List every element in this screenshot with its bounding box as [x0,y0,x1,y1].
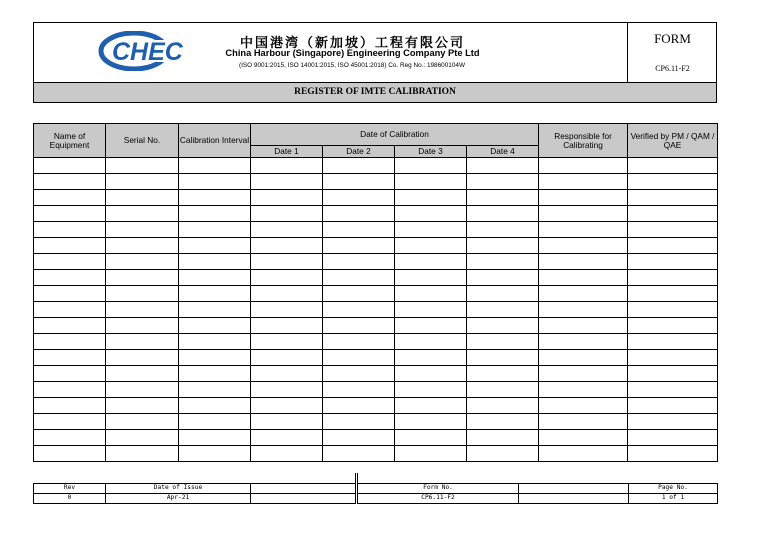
cell-interval[interactable] [179,398,251,414]
form-label: FORM [654,31,691,46]
cell-date-1[interactable] [251,414,323,430]
table-row [34,398,718,414]
cell-name[interactable] [34,302,106,318]
cell-date-4[interactable] [467,302,539,318]
cell-date-2[interactable] [323,190,395,206]
cell-date-2[interactable] [323,222,395,238]
table-row [34,414,718,430]
cell-date-1[interactable] [251,318,323,334]
header-name-of-equipment: Name of Equipment [34,124,106,158]
cell-date-2[interactable] [323,206,395,222]
cell-name[interactable] [34,190,106,206]
footer-value-page-no: 1 of 1 [629,494,718,504]
footer-table [33,483,718,504]
cell-interval[interactable] [179,222,251,238]
header-date-4: Date 4 [467,146,539,158]
cell-responsible[interactable] [539,254,628,270]
table-row [34,334,718,350]
cell-date-1[interactable] [251,286,323,302]
header-date-1: Date 1 [251,146,323,158]
cell-date-2[interactable] [323,366,395,382]
cell-responsible[interactable] [539,366,628,382]
cell-serial[interactable] [106,350,179,366]
calibration-register-table [33,123,718,462]
cell-date-2[interactable] [323,302,395,318]
cell-serial[interactable] [106,190,179,206]
cell-date-1[interactable] [251,174,323,190]
cell-date-4[interactable] [467,158,539,174]
cell-date-1[interactable] [251,238,323,254]
cell-date-4[interactable] [467,286,539,302]
cell-verified[interactable] [628,206,718,222]
table-row [34,238,718,254]
cell-verified[interactable] [628,318,718,334]
cell-date-3[interactable] [395,302,467,318]
header-calibration-interval: Calibration Interval [179,124,251,158]
cell-responsible[interactable] [539,398,628,414]
cell-verified[interactable] [628,382,718,398]
cell-date-4[interactable] [467,334,539,350]
cell-name[interactable] [34,270,106,286]
company-iso-registration: (ISO 9001:2015, ISO 14001:2015, ISO 45001:2018) Co. Reg No.: 198600104W [239,62,465,69]
table-row [34,446,718,462]
cell-date-3[interactable] [395,430,467,446]
cell-date-3[interactable] [395,350,467,366]
footer-separator [355,473,358,483]
cell-date-2[interactable] [323,286,395,302]
cell-date-4[interactable] [467,174,539,190]
cell-name[interactable] [34,206,106,222]
register-body [34,158,718,462]
cell-serial[interactable] [106,446,179,462]
cell-interval[interactable] [179,254,251,270]
cell-interval[interactable] [179,366,251,382]
cell-date-1[interactable] [251,382,323,398]
cell-name[interactable] [34,254,106,270]
table-row [34,366,718,382]
table-row [34,174,718,190]
cell-interval[interactable] [179,302,251,318]
cell-interval[interactable] [179,238,251,254]
header-serial-no: Serial No. [106,124,179,158]
cell-date-2[interactable] [323,446,395,462]
footer-value-blank-2 [519,494,629,504]
footer-value-date-of-issue: Apr-21 [106,494,251,504]
form-code: CP6.11-F2 [655,64,690,73]
footer-header-blank-2 [519,484,629,494]
cell-date-3[interactable] [395,382,467,398]
cell-date-3[interactable] [395,254,467,270]
cell-date-1[interactable] [251,366,323,382]
cell-verified[interactable] [628,446,718,462]
cell-responsible[interactable] [539,158,628,174]
cell-date-3[interactable] [395,158,467,174]
cell-serial[interactable] [106,302,179,318]
table-row [34,318,718,334]
footer-value-blank-1 [251,494,357,504]
cell-verified[interactable] [628,366,718,382]
cell-date-4[interactable] [467,350,539,366]
cell-date-2[interactable] [323,430,395,446]
footer-header-blank-1 [251,484,357,494]
cell-date-3[interactable] [395,446,467,462]
cell-responsible[interactable] [539,382,628,398]
cell-date-1[interactable] [251,222,323,238]
cell-date-3[interactable] [395,222,467,238]
cell-responsible[interactable] [539,350,628,366]
cell-date-1[interactable] [251,158,323,174]
cell-date-2[interactable] [323,318,395,334]
cell-interval[interactable] [179,270,251,286]
cell-verified[interactable] [628,302,718,318]
cell-interval[interactable] [179,158,251,174]
cell-serial[interactable] [106,334,179,350]
cell-interval[interactable] [179,206,251,222]
cell-verified[interactable] [628,398,718,414]
header-date-of-calibration: Date of Calibration [251,124,539,146]
cell-date-2[interactable] [323,174,395,190]
cell-name[interactable] [34,286,106,302]
cell-responsible[interactable] [539,222,628,238]
cell-date-1[interactable] [251,302,323,318]
cell-interval[interactable] [179,430,251,446]
cell-date-3[interactable] [395,318,467,334]
cell-interval[interactable] [179,350,251,366]
cell-date-2[interactable] [323,350,395,366]
cell-date-2[interactable] [323,382,395,398]
table-row [34,302,718,318]
header-verified-by: Verified by PM / QAM / QAE [628,124,718,158]
cell-serial[interactable] [106,254,179,270]
cell-verified[interactable] [628,254,718,270]
cell-name[interactable] [34,366,106,382]
cell-date-3[interactable] [395,206,467,222]
cell-date-4[interactable] [467,190,539,206]
cell-serial[interactable] [106,286,179,302]
cell-date-4[interactable] [467,382,539,398]
table-row [34,382,718,398]
cell-date-1[interactable] [251,446,323,462]
document-title: REGISTER OF IMTE CALIBRATION [294,87,456,97]
cell-responsible[interactable] [539,174,628,190]
cell-verified[interactable] [628,350,718,366]
cell-interval[interactable] [179,382,251,398]
cell-date-4[interactable] [467,398,539,414]
cell-interval[interactable] [179,174,251,190]
cell-responsible[interactable] [539,302,628,318]
cell-name[interactable] [34,158,106,174]
cell-date-1[interactable] [251,430,323,446]
cell-date-4[interactable] [467,446,539,462]
cell-responsible[interactable] [539,430,628,446]
cell-name[interactable] [34,430,106,446]
cell-verified[interactable] [628,222,718,238]
cell-date-4[interactable] [467,318,539,334]
cell-verified[interactable] [628,286,718,302]
cell-name[interactable] [34,334,106,350]
header-responsible: Responsible for Calibrating [539,124,628,158]
company-name-chinese: 中国港湾（新加坡）工程有限公司 [239,36,465,51]
cell-date-4[interactable] [467,366,539,382]
cell-serial[interactable] [106,174,179,190]
cell-name[interactable] [34,238,106,254]
table-row [34,286,718,302]
cell-date-2[interactable] [323,158,395,174]
cell-serial[interactable] [106,270,179,286]
cell-date-4[interactable] [467,222,539,238]
cell-interval[interactable] [179,334,251,350]
cell-date-4[interactable] [467,270,539,286]
cell-verified[interactable] [628,270,718,286]
cell-serial[interactable] [106,158,179,174]
cell-responsible[interactable] [539,286,628,302]
cell-interval[interactable] [179,286,251,302]
cell-date-3[interactable] [395,398,467,414]
cell-verified[interactable] [628,158,718,174]
cell-date-1[interactable] [251,398,323,414]
cell-verified[interactable] [628,334,718,350]
cell-serial[interactable] [106,206,179,222]
cell-name[interactable] [34,398,106,414]
footer-header-form-no: Form No. [357,484,519,494]
cell-date-2[interactable] [323,270,395,286]
cell-date-4[interactable] [467,254,539,270]
footer-value-form-no: CP6.11-F2 [357,494,519,504]
cell-date-2[interactable] [323,238,395,254]
cell-interval[interactable] [179,318,251,334]
table-row [34,430,718,446]
cell-date-3[interactable] [395,334,467,350]
footer-header-rev: Rev [34,484,106,494]
cell-date-3[interactable] [395,238,467,254]
cell-date-3[interactable] [395,190,467,206]
cell-serial[interactable] [106,222,179,238]
cell-serial[interactable] [106,238,179,254]
cell-name[interactable] [34,174,106,190]
cell-serial[interactable] [106,414,179,430]
cell-responsible[interactable] [539,446,628,462]
cell-date-4[interactable] [467,206,539,222]
cell-date-3[interactable] [395,414,467,430]
cell-date-2[interactable] [323,334,395,350]
cell-date-1[interactable] [251,190,323,206]
cell-serial[interactable] [106,382,179,398]
cell-serial[interactable] [106,398,179,414]
cell-name[interactable] [34,222,106,238]
cell-date-1[interactable] [251,270,323,286]
cell-name[interactable] [34,414,106,430]
cell-interval[interactable] [179,446,251,462]
cell-interval[interactable] [179,190,251,206]
table-row [34,254,718,270]
cell-verified[interactable] [628,238,718,254]
cell-responsible[interactable] [539,190,628,206]
logo-text: CHEC [112,38,183,66]
footer-header-date-of-issue: Date of Issue [106,484,251,494]
cell-name[interactable] [34,446,106,462]
header-date-3: Date 3 [395,146,467,158]
cell-responsible[interactable] [539,238,628,254]
cell-date-1[interactable] [251,206,323,222]
cell-date-1[interactable] [251,350,323,366]
table-row [34,350,718,366]
cell-date-1[interactable] [251,334,323,350]
table-row [34,206,718,222]
cell-date-4[interactable] [467,430,539,446]
cell-date-3[interactable] [395,174,467,190]
cell-date-4[interactable] [467,238,539,254]
cell-verified[interactable] [628,414,718,430]
cell-date-2[interactable] [323,254,395,270]
cell-serial[interactable] [106,318,179,334]
cell-verified[interactable] [628,430,718,446]
footer-header-page-no: Page No. [629,484,718,494]
company-logo [98,31,186,71]
cell-date-1[interactable] [251,254,323,270]
cell-date-2[interactable] [323,398,395,414]
cell-name[interactable] [34,382,106,398]
cell-responsible[interactable] [539,206,628,222]
header-date-2: Date 2 [323,146,395,158]
company-name-english: China Harbour (Singapore) Engineering Company Pte Ltd [225,48,480,58]
cell-date-3[interactable] [395,270,467,286]
table-row [34,222,718,238]
cell-verified[interactable] [628,174,718,190]
cell-date-3[interactable] [395,286,467,302]
cell-name[interactable] [34,318,106,334]
cell-responsible[interactable] [539,318,628,334]
cell-responsible[interactable] [539,270,628,286]
table-row [34,158,718,174]
cell-responsible[interactable] [539,414,628,430]
cell-date-4[interactable] [467,414,539,430]
cell-serial[interactable] [106,430,179,446]
footer-value-rev: 0 [34,494,106,504]
cell-date-2[interactable] [323,414,395,430]
cell-serial[interactable] [106,366,179,382]
table-row [34,270,718,286]
table-row [34,190,718,206]
cell-date-3[interactable] [395,366,467,382]
cell-verified[interactable] [628,190,718,206]
cell-interval[interactable] [179,414,251,430]
cell-responsible[interactable] [539,334,628,350]
cell-name[interactable] [34,350,106,366]
